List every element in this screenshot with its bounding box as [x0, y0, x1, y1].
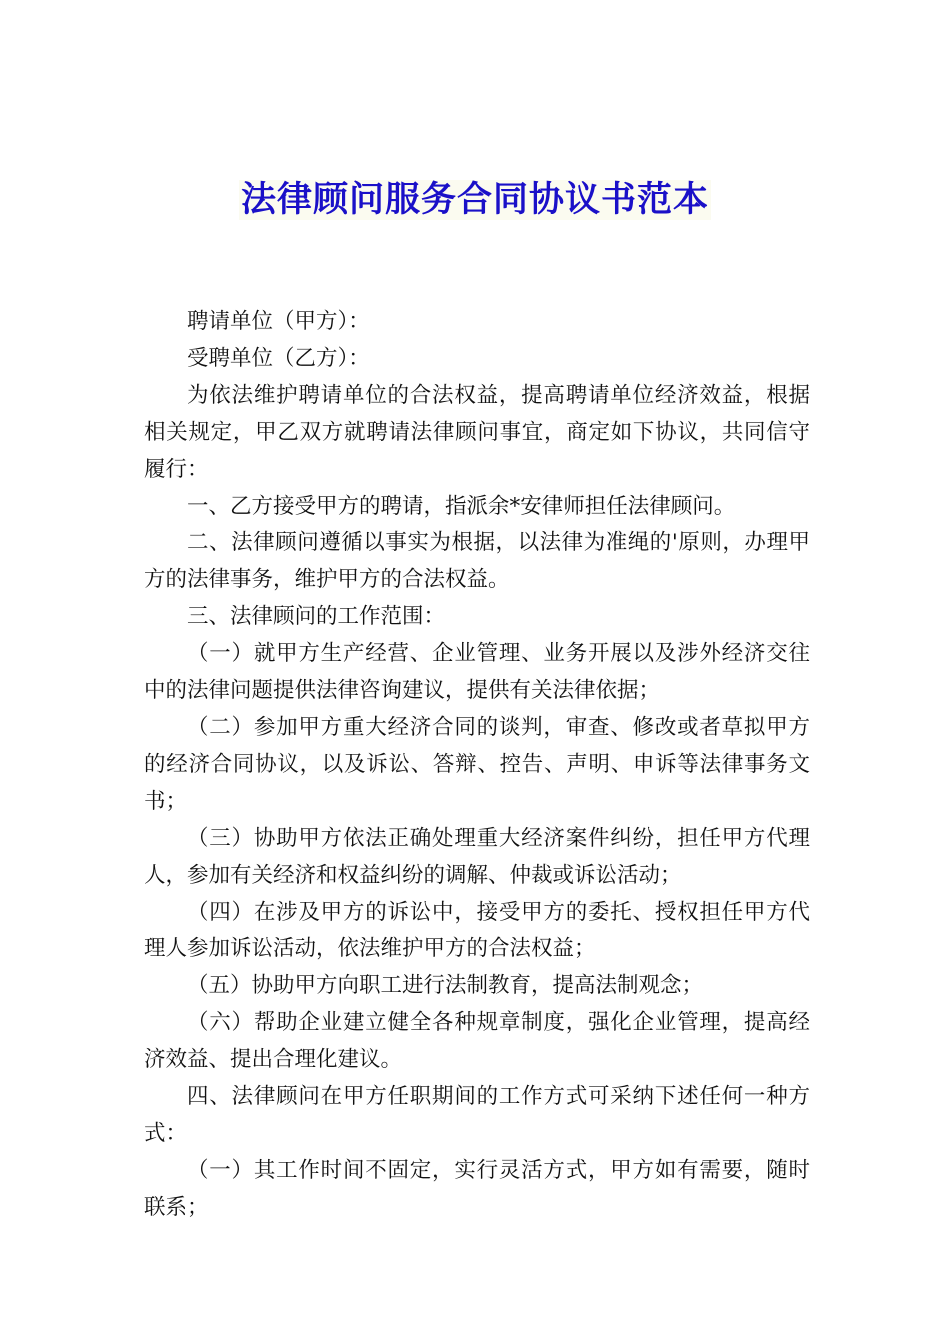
paragraph-clause-3-item-2: （二）参加甲方重大经济合同的谈判，审查、修改或者草拟甲方的经济合同协议，以及诉讼、答辩、控告、声明、申诉等法律事务文书； [144, 714, 810, 814]
document-title: 法律顾问服务合同协议书范本 [240, 180, 709, 220]
paragraph-clause-2: 二、法律顾问遵循以事实为根据，以法律为准绳的'原则，办理甲方的法律事务，维护甲方的合法权益。 [144, 530, 810, 593]
paragraph-clause-3: 三、法律顾问的工作范围： [187, 604, 446, 630]
paragraph-clause-3-item-3: （三）协助甲方依法正确处理重大经济案件纠纷，担任甲方代理人，参加有关经济和权益纠纷的调解、仲裁或诉讼活动； [144, 825, 810, 888]
paragraph-clause-3-item-5: （五）协助甲方向职工进行法制教育，提高法制观念； [187, 973, 704, 999]
paragraph-clause-1: 一、乙方接受甲方的聘请，指派余*安律师担任法律顾问。 [187, 493, 736, 519]
paragraph-clause-4-item-1: （一）其工作时间不固定，实行灵活方式，甲方如有需要，随时联系； [144, 1157, 810, 1220]
document-body [144, 304, 810, 1227]
paragraph-preamble: 为依法维护聘请单位的合法权益，提高聘请单位经济效益，根据相关规定，甲乙双方就聘请法律顾问事宜，商定如下协议，共同信守履行： [144, 382, 810, 482]
paragraph-hiring-party: 聘请单位（甲方）： [187, 309, 370, 334]
paragraph-clause-3-item-6: （六）帮助企业建立健全各种规章制度，强化企业管理，提高经济效益、提出合理化建议。 [144, 1010, 810, 1073]
paragraph-clause-3-item-4: （四）在涉及甲方的诉讼中，接受甲方的委托、授权担任甲方代理人参加诉讼活动，依法维护甲方的合法权益； [144, 899, 810, 962]
paragraph-clause-3-item-1: （一）就甲方生产经营、企业管理、业务开展以及涉外经济交往中的法律问题提供法律咨询建议，提供有关法律依据； [144, 641, 810, 704]
paragraph-hired-party: 受聘单位（乙方）： [187, 345, 370, 371]
paragraph-clause-4: 四、法律顾问在甲方任职期间的工作方式可采纳下述任何一种方式： [144, 1084, 810, 1146]
